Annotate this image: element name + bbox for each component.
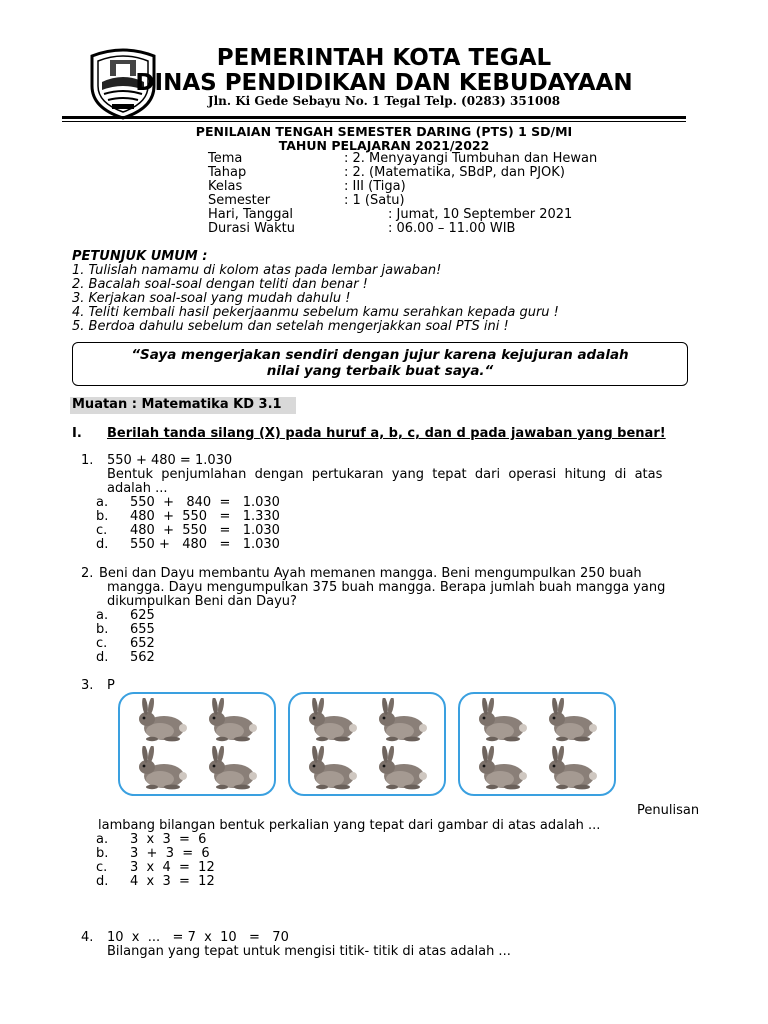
- header-line-2: DINAS PENDIDIKAN DAN KEBUDAYAAN: [135, 70, 633, 96]
- exam-title-1: PENILAIAN TENGAH SEMESTER DARING (PTS) 1 SD/MI: [195, 124, 573, 139]
- section-heading: Berilah tanda silang (X) pada huruf a, b, c, dan d pada jawaban yang benar!: [107, 426, 666, 441]
- instruction-item: 1. Tulislah namamu di kolom atas pada lembar jawaban!: [72, 263, 442, 278]
- option-letter: b.: [96, 846, 109, 861]
- info-label: Tema: [208, 151, 243, 166]
- header-rule-thick: [62, 116, 686, 119]
- option-text: 625: [130, 608, 155, 623]
- question-number: 1.: [81, 453, 94, 468]
- instructions-title: PETUNJUK UMUM :: [72, 249, 208, 264]
- rabbit-image: [540, 698, 600, 742]
- info-value: : 2. (Matematika, SBdP, dan PJOK): [344, 165, 565, 180]
- rabbit-image: [470, 746, 530, 790]
- exam-title-2: TAHUN PELAJARAN 2021/2022: [278, 138, 490, 153]
- rabbit-image: [540, 746, 600, 790]
- info-value: : Jumat, 10 September 2021: [388, 207, 573, 222]
- header-line-1: PEMERINTAH KOTA TEGAL: [216, 45, 552, 71]
- rabbit-image: [300, 746, 360, 790]
- instruction-item: 2. Bacalah soal-soal dengan teliti dan benar !: [72, 277, 368, 292]
- question-number: 4.: [81, 930, 94, 945]
- info-value: : III (Tiga): [344, 179, 406, 194]
- quote-line-1: “Saya mengerjakan sendiri dengan jujur karena kejujuran adalah: [131, 347, 629, 363]
- info-label: Tahap: [208, 165, 247, 180]
- info-value: : 1 (Satu): [344, 193, 405, 208]
- muatan-label: [70, 397, 296, 414]
- option-letter: c.: [96, 523, 108, 538]
- rabbit-image: [470, 698, 530, 742]
- info-label: Semester: [208, 193, 271, 208]
- option-text: 655: [130, 622, 155, 637]
- option-letter: d.: [96, 874, 109, 889]
- rabbit-image: [370, 746, 430, 790]
- option-letter: d.: [96, 650, 109, 665]
- info-label: Hari, Tanggal: [208, 207, 294, 222]
- question-number: 2.: [81, 566, 94, 581]
- option-text: 480 + 550 = 1.030: [130, 523, 280, 538]
- option-letter: a.: [96, 495, 109, 510]
- option-text: 562: [130, 650, 155, 665]
- instruction-item: 4. Teliti kembali hasil pekerjaanmu sebelum kamu serahkan kepada guru !: [72, 305, 559, 320]
- question-text: Penulisan: [637, 803, 700, 818]
- question-text: dikumpulkan Beni dan Dayu?: [107, 594, 297, 609]
- instruction-item: 5. Berdoa dahulu sebelum dan setelah mengerjakkan soal PTS ini !: [72, 319, 509, 334]
- option-letter: c.: [96, 860, 108, 875]
- option-letter: b.: [96, 622, 109, 637]
- question-text: lambang bilangan bentuk perkalian yang tepat dari gambar di atas adalah ...: [98, 818, 601, 833]
- info-value: : 06.00 – 11.00 WIB: [388, 221, 516, 236]
- option-letter: b.: [96, 509, 109, 524]
- quote-line-2: nilai yang terbaik buat saya.“: [266, 363, 494, 379]
- instruction-item: 3. Kerjakan soal-soal yang mudah dahulu !: [72, 291, 351, 306]
- question-text: adalah ...: [107, 481, 168, 496]
- rabbit-image: [200, 698, 260, 742]
- header-rule-thin: [62, 121, 686, 122]
- header-address: Jln. Ki Gede Sebayu No. 1 Tegal Telp. (0283) 351008: [207, 94, 561, 108]
- option-letter: a.: [96, 832, 109, 847]
- option-text: 550 + 480 = 1.030: [130, 537, 280, 552]
- question-text: 550 + 480 = 1.030: [107, 453, 233, 468]
- option-letter: c.: [96, 636, 108, 651]
- option-text: 550 + 840 = 1.030: [130, 495, 280, 510]
- option-letter: a.: [96, 608, 109, 623]
- option-text: 3 x 3 = 6: [130, 832, 207, 847]
- question-text: mangga. Dayu mengumpulkan 375 buah mangga. Berapa jumlah buah mangga yang: [107, 580, 666, 595]
- question-text: Bentuk penjumlahan dengan pertukaran yang tepat dari operasi hitung di atas: [107, 467, 663, 482]
- info-label: Durasi Waktu: [208, 221, 295, 236]
- option-letter: d.: [96, 537, 109, 552]
- info-label: Kelas: [208, 179, 243, 194]
- option-text: 652: [130, 636, 155, 651]
- option-text: 4 x 3 = 12: [130, 874, 215, 889]
- question-text-start: P: [107, 678, 115, 693]
- question-text: Bilangan yang tepat untuk mengisi titik- titik di atas adalah ...: [107, 944, 511, 959]
- info-value: : 2. Menyayangi Tumbuhan dan Hewan: [344, 151, 598, 166]
- question-text: 10 x ... = 7 x 10 = 70: [107, 930, 289, 945]
- option-text: 480 + 550 = 1.330: [130, 509, 280, 524]
- rabbit-image: [130, 698, 190, 742]
- muatan-text: Muatan : Matematika KD 3.1: [72, 397, 282, 412]
- section-roman: I.: [72, 426, 82, 441]
- rabbit-image: [370, 698, 430, 742]
- rabbit-image: [200, 746, 260, 790]
- rabbit-image: [130, 746, 190, 790]
- question-number: 3.: [81, 678, 94, 693]
- option-text: 3 + 3 = 6: [130, 846, 210, 861]
- question-text: Beni dan Dayu membantu Ayah memanen mangga. Beni mengumpulkan 250 buah: [99, 566, 642, 581]
- honesty-quote-box: [72, 342, 688, 386]
- option-text: 3 x 4 = 12: [130, 860, 215, 875]
- rabbit-image: [300, 698, 360, 742]
